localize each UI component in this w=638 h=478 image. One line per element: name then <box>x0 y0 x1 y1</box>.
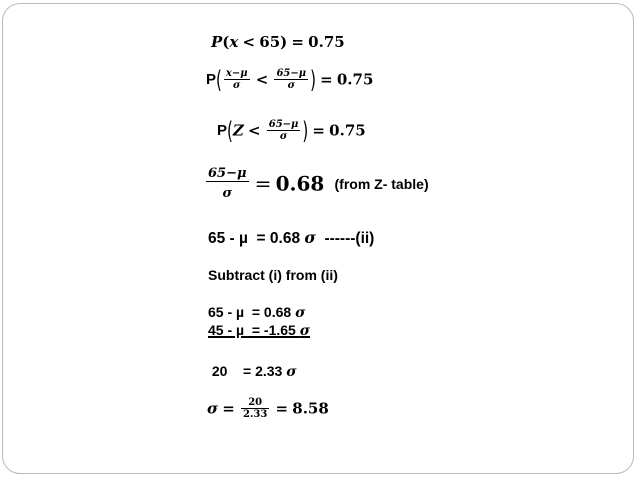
equals: = <box>320 70 333 89</box>
instruction-text <box>208 267 338 283</box>
equation-text: 20 = 2.33 <box>208 363 287 379</box>
var-x: x <box>229 33 239 51</box>
fraction-20-over-2-33 <box>241 397 269 420</box>
open-paren: ( <box>216 65 222 94</box>
equation-text: 65 - µ = 0.68 <box>208 304 296 320</box>
prob-symbol: P <box>211 33 223 51</box>
numerator: x−μ <box>225 68 248 79</box>
close-paren: ) <box>310 65 316 94</box>
value: 0.75 <box>336 70 374 89</box>
less-than: < <box>248 121 261 140</box>
sigma-symbol: σ <box>304 228 316 247</box>
equation-z-score <box>217 116 366 145</box>
fraction-65-minus-mu <box>206 166 249 201</box>
sigma-symbol: σ <box>286 364 297 380</box>
less-than: < <box>242 33 256 51</box>
value: 0.75 <box>329 121 366 140</box>
sigma-symbol: σ <box>295 305 306 321</box>
equals: = <box>291 33 304 51</box>
equation-text: 45 - µ = -1.65 <box>208 322 300 338</box>
z-table-note: (from Z- table) <box>334 175 429 192</box>
close-paren: ) <box>302 116 309 145</box>
equation-standardize <box>206 65 374 94</box>
equation-ii <box>208 228 374 248</box>
prob-symbol: P <box>206 71 217 88</box>
numerator: 65−μ <box>276 68 307 79</box>
denominator: σ <box>274 79 308 91</box>
equation-line-a <box>208 304 305 321</box>
subtract-instruction: Subtract (i) from (ii) <box>208 267 338 283</box>
open-paren: ( <box>222 33 230 51</box>
sigma-symbol: σ <box>299 323 311 339</box>
denominator: σ <box>206 181 249 201</box>
equals: = <box>275 399 289 418</box>
equation-z-table <box>206 166 429 201</box>
value: 0.68 <box>275 171 325 196</box>
var-z: Z <box>232 121 244 140</box>
equals: = <box>312 121 325 140</box>
denominator: σ <box>267 130 301 142</box>
numerator: 65−μ <box>208 166 247 181</box>
numerator: 65−μ <box>268 119 299 130</box>
open-paren: ( <box>227 116 233 145</box>
equation-sigma-value <box>207 397 329 420</box>
less-than: < <box>255 70 269 89</box>
constant-65: 65 <box>259 33 281 51</box>
equals: = <box>254 171 272 196</box>
equation-line-b <box>208 322 310 339</box>
equation-label: ------(ii) <box>315 230 375 247</box>
denominator: σ <box>224 79 250 91</box>
fraction-65-minus-mu <box>267 119 301 142</box>
numerator: 20 <box>248 397 263 408</box>
equation-result <box>208 363 297 380</box>
sigma-symbol: σ <box>207 399 219 418</box>
equation-text: 65 - µ = 0.68 <box>208 230 305 247</box>
denominator: 2.33 <box>242 409 268 420</box>
close-paren: ) <box>280 33 288 51</box>
fraction-65-minus-mu <box>274 68 308 91</box>
fraction-x-minus-mu <box>224 68 250 91</box>
prob-symbol: P <box>217 122 228 139</box>
equals: = <box>222 399 235 418</box>
value: 8.58 <box>292 399 329 418</box>
equation-p-x-less-65 <box>211 33 345 51</box>
value: 0.75 <box>308 33 345 51</box>
